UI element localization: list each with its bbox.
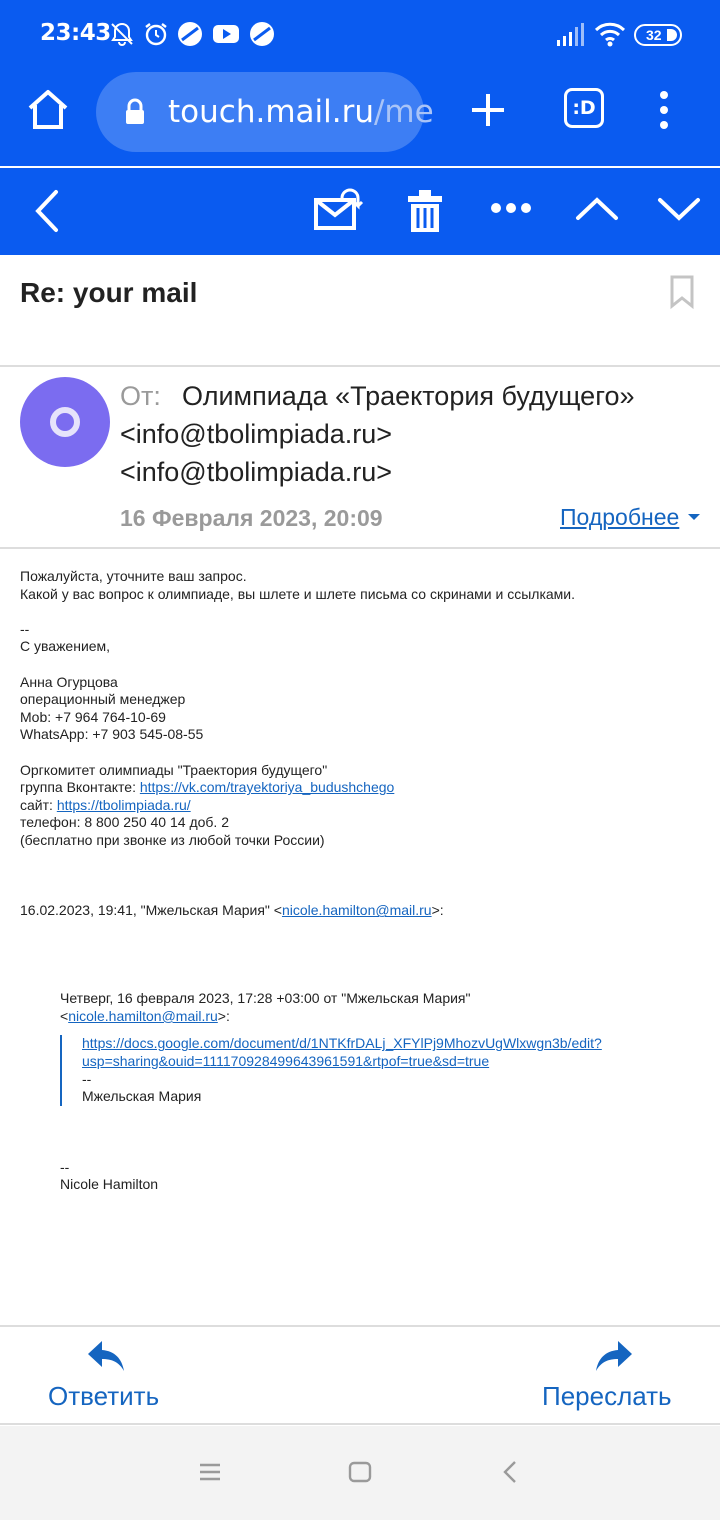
url-text[interactable]: touch.mail.ru/me <box>168 94 434 130</box>
body-text: Nicole Hamilton <box>60 1176 159 1193</box>
youtube-icon <box>212 20 240 48</box>
quote-header: Четверг, 16 февраля 2023, 17:28 +03:00 от "Мжельская Мария" <box>60 990 471 1007</box>
home-nav-icon[interactable] <box>348 1461 372 1483</box>
body-text: >: <box>217 1007 230 1024</box>
google-doc-link[interactable]: https://docs.google.com/document/d/1NTKfrDALj_XFYlPj9MhozvUgWlxwgn3b/edit? <box>82 1035 602 1052</box>
forward-button[interactable]: Переслать <box>542 1381 672 1411</box>
quote-header <box>20 902 710 920</box>
action-bar <box>0 1325 720 1425</box>
body-text: 16.02.2023, 19:41, "Мжельская Мария" < <box>20 902 282 919</box>
back-nav-icon[interactable] <box>500 1460 520 1484</box>
quote-header <box>60 1008 710 1026</box>
email-header <box>0 367 720 549</box>
avatar[interactable] <box>20 377 110 467</box>
body-text: Оргкомитет олимпиады "Траектория будущего" <box>20 761 328 778</box>
from-label: От: <box>120 381 161 411</box>
body-text: >: <box>431 902 444 919</box>
recent-apps-icon[interactable] <box>198 1462 222 1482</box>
sender-email[interactable]: <info@tbolimpiada.ru> <box>120 457 393 487</box>
email-link[interactable]: nicole.hamilton@mail.ru <box>281 902 432 919</box>
back-icon[interactable] <box>24 186 74 236</box>
app-icon <box>248 20 276 48</box>
body-text: Анна Огурцова <box>20 673 118 690</box>
mark-unread-icon[interactable] <box>312 186 362 236</box>
reply-button[interactable]: Ответить <box>48 1381 160 1411</box>
body-text: операционный менеджер <box>20 691 186 708</box>
system-nav-bar <box>0 1426 720 1520</box>
reply-icon[interactable] <box>86 1339 126 1373</box>
body-text: сайт: <box>20 796 57 813</box>
new-tab-icon[interactable] <box>464 86 512 134</box>
trash-icon[interactable] <box>400 186 450 236</box>
body-text: телефон: 8 800 250 40 14 доб. 2 <box>20 814 229 831</box>
quoted-message <box>60 990 710 1194</box>
bell-off-icon <box>108 20 136 48</box>
wifi-icon <box>594 20 626 48</box>
body-text: С уважением, <box>20 638 111 655</box>
tabs-button[interactable]: :D <box>564 88 604 128</box>
body-text: -- <box>60 1158 70 1175</box>
address-bar[interactable] <box>96 72 434 152</box>
avatar-initial-icon <box>50 407 80 437</box>
details-link[interactable]: Подробнее <box>560 504 680 530</box>
email-subject: Re: your mail <box>20 277 198 308</box>
more-icon[interactable] <box>486 186 536 236</box>
body-text: WhatsApp: +7 903 545-08-55 <box>20 726 204 743</box>
email-link[interactable]: nicole.hamilton@mail.ru <box>68 1007 218 1024</box>
body-text <box>20 797 710 815</box>
bookmark-icon[interactable] <box>668 275 696 309</box>
body-text: Какой у вас вопрос к олимпиаде, вы шлете и шлете письма со скринами и ссылками. <box>20 585 576 602</box>
email-body <box>20 568 710 1194</box>
body-text: группа Вконтакте: <box>20 779 140 796</box>
sender-email[interactable]: <info@tbolimpiada.ru> <box>120 419 393 449</box>
alarm-icon <box>142 20 170 48</box>
home-icon[interactable] <box>24 86 72 134</box>
body-text: (бесплатно при звонке из любой точки России) <box>20 831 325 848</box>
chevron-down-icon[interactable] <box>688 514 700 520</box>
body-text: < <box>60 1007 69 1024</box>
vk-link[interactable]: https://vk.com/trayektoriya_budushchego <box>139 779 395 796</box>
nested-quote <box>60 1035 710 1105</box>
mail-toolbar <box>0 168 720 255</box>
status-bar <box>0 0 720 68</box>
sender-name[interactable]: Олимпиада «Траектория будущего» <box>182 381 635 411</box>
status-time: 23:43 <box>40 20 111 46</box>
google-doc-link[interactable]: usp=sharing&ouid=111170928499643961591&rtpof=true&sd=true <box>82 1053 490 1070</box>
body-text: -- <box>20 620 30 637</box>
body-text: -- <box>82 1070 92 1087</box>
subject-row <box>0 255 720 367</box>
body-text <box>20 779 710 797</box>
menu-icon[interactable] <box>640 86 688 134</box>
battery-icon: 32 <box>634 24 682 46</box>
site-link[interactable]: https://tbolimpiada.ru/ <box>56 796 191 813</box>
app-icon <box>176 20 204 48</box>
body-text: Mob: +7 964 764-10-69 <box>20 708 166 725</box>
body-text: Пожалуйста, уточните ваш запрос. <box>20 568 247 584</box>
email-date: 16 Февраля 2023, 20:09 <box>120 505 383 531</box>
browser-toolbar <box>0 68 720 166</box>
forward-icon[interactable] <box>594 1339 634 1373</box>
lock-icon <box>124 98 146 126</box>
next-mail-icon[interactable] <box>654 186 704 236</box>
body-text: Мжельская Мария <box>82 1088 202 1105</box>
signal-icon <box>556 22 584 50</box>
previous-mail-icon[interactable] <box>572 186 622 236</box>
